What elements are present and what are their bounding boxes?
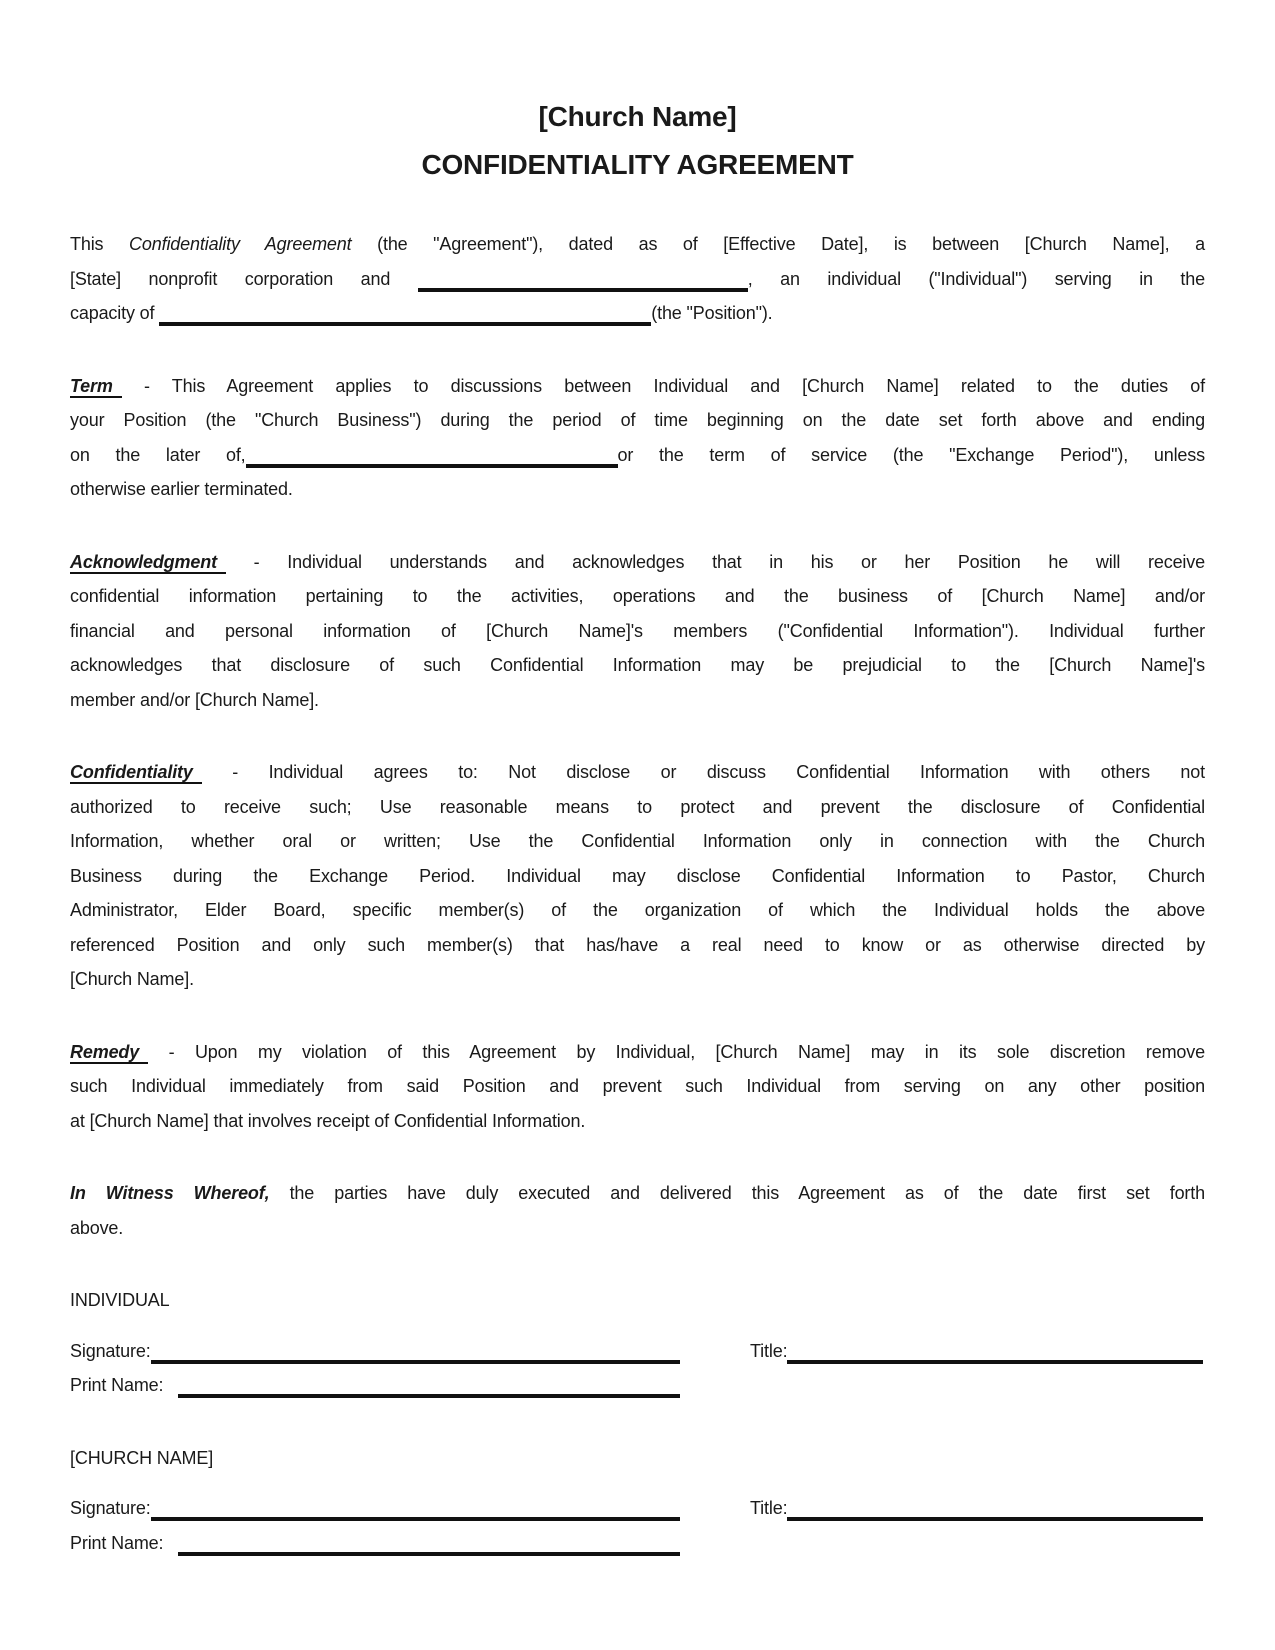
signature-line[interactable] <box>151 1334 680 1364</box>
text-run: , an individual ("Individual") serving in the <box>747 268 1205 289</box>
print-name-line[interactable] <box>178 1526 680 1556</box>
signature-field <box>70 1491 680 1526</box>
print-name-row <box>70 1368 680 1403</box>
text-line <box>70 1176 1205 1211</box>
signature-label: Signature: <box>70 1498 151 1518</box>
paragraph-intro <box>70 227 1205 331</box>
text-run: Administrator, Elder Board, specific member(s) of the organization of which the Individual holds the above <box>70 900 1205 920</box>
text-run: member and/or [Church Name]. <box>70 689 319 710</box>
print-name-label: Print Name: <box>70 1532 169 1553</box>
title-field <box>750 1334 1203 1369</box>
text-line <box>70 824 1205 859</box>
signature-section <box>70 1283 1205 1560</box>
text-run: above. <box>70 1217 124 1238</box>
text-run: Information, whether oral or written; Use the Confidential Information only in connection with the Church <box>70 831 1205 851</box>
text-line <box>70 1211 1205 1246</box>
text-run: referenced Position and only such member(s) that has/have a real need to know or as otherwise directed by <box>70 934 1205 955</box>
text-line <box>70 755 1205 790</box>
title-label: Title: <box>750 1340 788 1361</box>
text-run: (the "Agreement"), dated as of [Effective Date], is between [Church Name], a <box>351 234 1205 254</box>
section-heading: Acknowledgment <box>70 552 226 574</box>
fill-in-blank[interactable] <box>246 464 618 468</box>
paragraph-acknowledgment <box>70 545 1205 718</box>
signature-block-heading: INDIVIDUAL <box>70 1290 170 1310</box>
text-run: [State] nonprofit corporation and <box>70 268 418 289</box>
print-name-row <box>70 1526 680 1561</box>
section-heading: Remedy <box>70 1042 148 1064</box>
text-run: Business during the Exchange Period. Individual may disclose Confidential Information to Pastor, Church <box>70 865 1205 886</box>
text-line <box>70 369 1205 404</box>
signature-field <box>70 1334 680 1369</box>
text-line <box>70 262 1205 297</box>
text-line <box>70 1069 1205 1104</box>
text-line <box>70 928 1205 963</box>
document-title <box>70 93 1205 189</box>
text-line <box>70 403 1205 438</box>
text-line <box>70 614 1205 649</box>
signature-block-church <box>70 1441 1205 1561</box>
document-body <box>70 227 1205 1245</box>
section-heading: Confidentiality <box>70 762 202 784</box>
text-line <box>70 859 1205 894</box>
paragraph-term <box>70 369 1205 507</box>
text-line <box>70 648 1205 683</box>
print-name-line[interactable] <box>178 1368 680 1398</box>
text-line <box>70 545 1205 580</box>
text-run: In Witness Whereof, <box>70 1183 270 1203</box>
signature-line[interactable] <box>151 1491 680 1521</box>
text-run: financial and personal information of [Church Name]'s members ("Confidential Information"). Individual further <box>70 620 1205 641</box>
text-run: confidential information pertaining to the activities, operations and the business of [Church Name] and/or <box>70 586 1205 606</box>
text-line <box>70 296 1205 331</box>
text-line <box>70 962 1205 997</box>
signature-block-heading: [CHURCH NAME] <box>70 1447 214 1468</box>
paragraph-confidentiality <box>70 755 1205 997</box>
text-run: [Church Name]. <box>70 969 194 989</box>
title-line[interactable] <box>787 1491 1203 1521</box>
signature-label: Signature: <box>70 1340 151 1361</box>
signature-title-row <box>70 1491 1205 1526</box>
text-run: This <box>70 234 130 254</box>
text-run: - Individual agrees to: Not disclose or discuss Confidential Information with others not <box>201 762 1205 782</box>
text-line <box>70 790 1205 825</box>
text-run: acknowledges that disclosure of such Confidential Information may be prejudicial to the [Church Name]'s <box>70 655 1205 675</box>
title-field <box>750 1491 1203 1526</box>
section-heading: Term <box>70 376 122 398</box>
text-run: the parties have duly executed and delivered this Agreement as of the date first set forth <box>269 1183 1205 1203</box>
title-line[interactable] <box>787 1334 1203 1364</box>
text-run: - Upon my violation of this Agreement by Individual, [Church Name] may in its sole discretion remove <box>148 1041 1205 1062</box>
text-run: such Individual immediately from said Position and prevent such Individual from serving on any other position <box>70 1076 1205 1096</box>
signature-block-individual <box>70 1283 1205 1403</box>
text-run: capacity of <box>70 303 160 323</box>
text-line <box>70 893 1205 928</box>
text-line <box>70 683 1205 718</box>
text-run: or the term of service (the "Exchange Period"), unless <box>617 444 1205 465</box>
title-label: Title: <box>750 1498 788 1518</box>
text-run: authorized to receive such; Use reasonable means to protect and prevent the disclosure of Confidential <box>70 796 1205 817</box>
paragraph-witness <box>70 1176 1205 1245</box>
fill-in-blank[interactable] <box>418 288 748 292</box>
signature-title-row <box>70 1334 1205 1369</box>
text-run: otherwise earlier terminated. <box>70 479 293 499</box>
text-run: at [Church Name] that involves receipt of Confidential Information. <box>70 1110 586 1131</box>
print-name-label: Print Name: <box>70 1375 169 1395</box>
text-line <box>70 227 1205 262</box>
text-line <box>70 579 1205 614</box>
text-run: your Position (the "Church Business") during the period of time beginning on the date set forth above and ending <box>70 410 1205 430</box>
agreement-title: CONFIDENTIALITY AGREEMENT <box>421 149 854 180</box>
text-run: (the "Position"). <box>651 303 773 323</box>
text-run: on the later of, <box>70 444 246 465</box>
text-run: Confidentiality Agreement <box>129 234 352 254</box>
fill-in-blank[interactable] <box>159 322 651 326</box>
text-run: - Individual understands and acknowledges that in his or her Position he will receive <box>225 551 1205 572</box>
church-name-title: [Church Name] <box>538 101 737 132</box>
text-run: - This Agreement applies to discussions between Individual and [Church Name] related to the duties of <box>121 375 1205 396</box>
text-line <box>70 472 1205 507</box>
paragraph-remedy <box>70 1035 1205 1139</box>
text-line <box>70 438 1205 473</box>
text-line <box>70 1035 1205 1070</box>
text-line <box>70 1104 1205 1139</box>
